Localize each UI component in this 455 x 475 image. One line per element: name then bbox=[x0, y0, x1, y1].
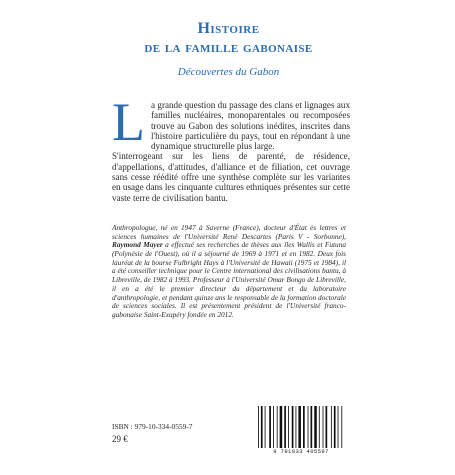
back-cover bbox=[0, 20, 455, 475]
book-blurb bbox=[112, 92, 350, 203]
author-bio-part-1: Anthropologue, né en 1947 à Saverne (France), docteur d'État ès lettres et sciences humaines de l'Université René Descartes (Paris V - Sorbonne), bbox=[112, 222, 346, 241]
barcode-icon bbox=[256, 406, 346, 448]
drop-cap: L bbox=[112, 92, 145, 152]
barcode-digits: 9 791033 405597 bbox=[273, 448, 329, 455]
author-bio-part-2: a effectué ses recherches de thèses aux îles Wallis et Futuna (Polynésie de l'Ouest), où il a séjourné de 1969 à 1971 et en 1982. Deux fois lauréat de la bourse Fulbright Hays à l'Université de Hawaii (1975 et 1984), il a été conseiller technique pour le Centre international des civilisations bantu, à Libreville, de 1982 à 1993. Professeur à l'Université Omar Bongo de Libreville, il en a été le premier directeur du département et du laboratoire d'anthropologie, et pendant quinze ans le responsable de la formation doctorale de sciences sociales. Il est présentement président de l'Université franco-gabonaise Saint-Exupéry fondée en 2012. bbox=[112, 240, 346, 319]
blurb-paragraph-1: a grande question du passage des clans et lignages aux familles nucléaires, monoparentales ou recomposées trouve au Gabon des solutions inédites, inscrites dans l'histoire particulière du pays, tout en répondant à une dynamique structurelle plus large. bbox=[151, 100, 350, 152]
book-title-line1: Histoire bbox=[197, 20, 260, 37]
blurb-paragraph-2: S'interrogeant sur les liens de parenté, de résidence, d'appellations, d'attitudes, d'alliance et de filiation, cet ouvrage sans cesse réédité offre une synthèse complète sur les variantes en usage dans les cinquante cultures ethniques présentes sur cette vaste terre de civilisation bantu. bbox=[112, 151, 350, 203]
price-text: 29 € bbox=[112, 434, 128, 444]
isbn-text: ISBN : 979-10-334-0559-7 bbox=[112, 422, 193, 431]
author-name: Raymond Mayer bbox=[112, 240, 163, 250]
book-title-line2: de la famille gabonaise bbox=[144, 39, 313, 56]
publication-info bbox=[112, 422, 192, 444]
series-subtitle: Découvertes du Gabon bbox=[177, 66, 280, 78]
author-bio bbox=[112, 224, 346, 320]
